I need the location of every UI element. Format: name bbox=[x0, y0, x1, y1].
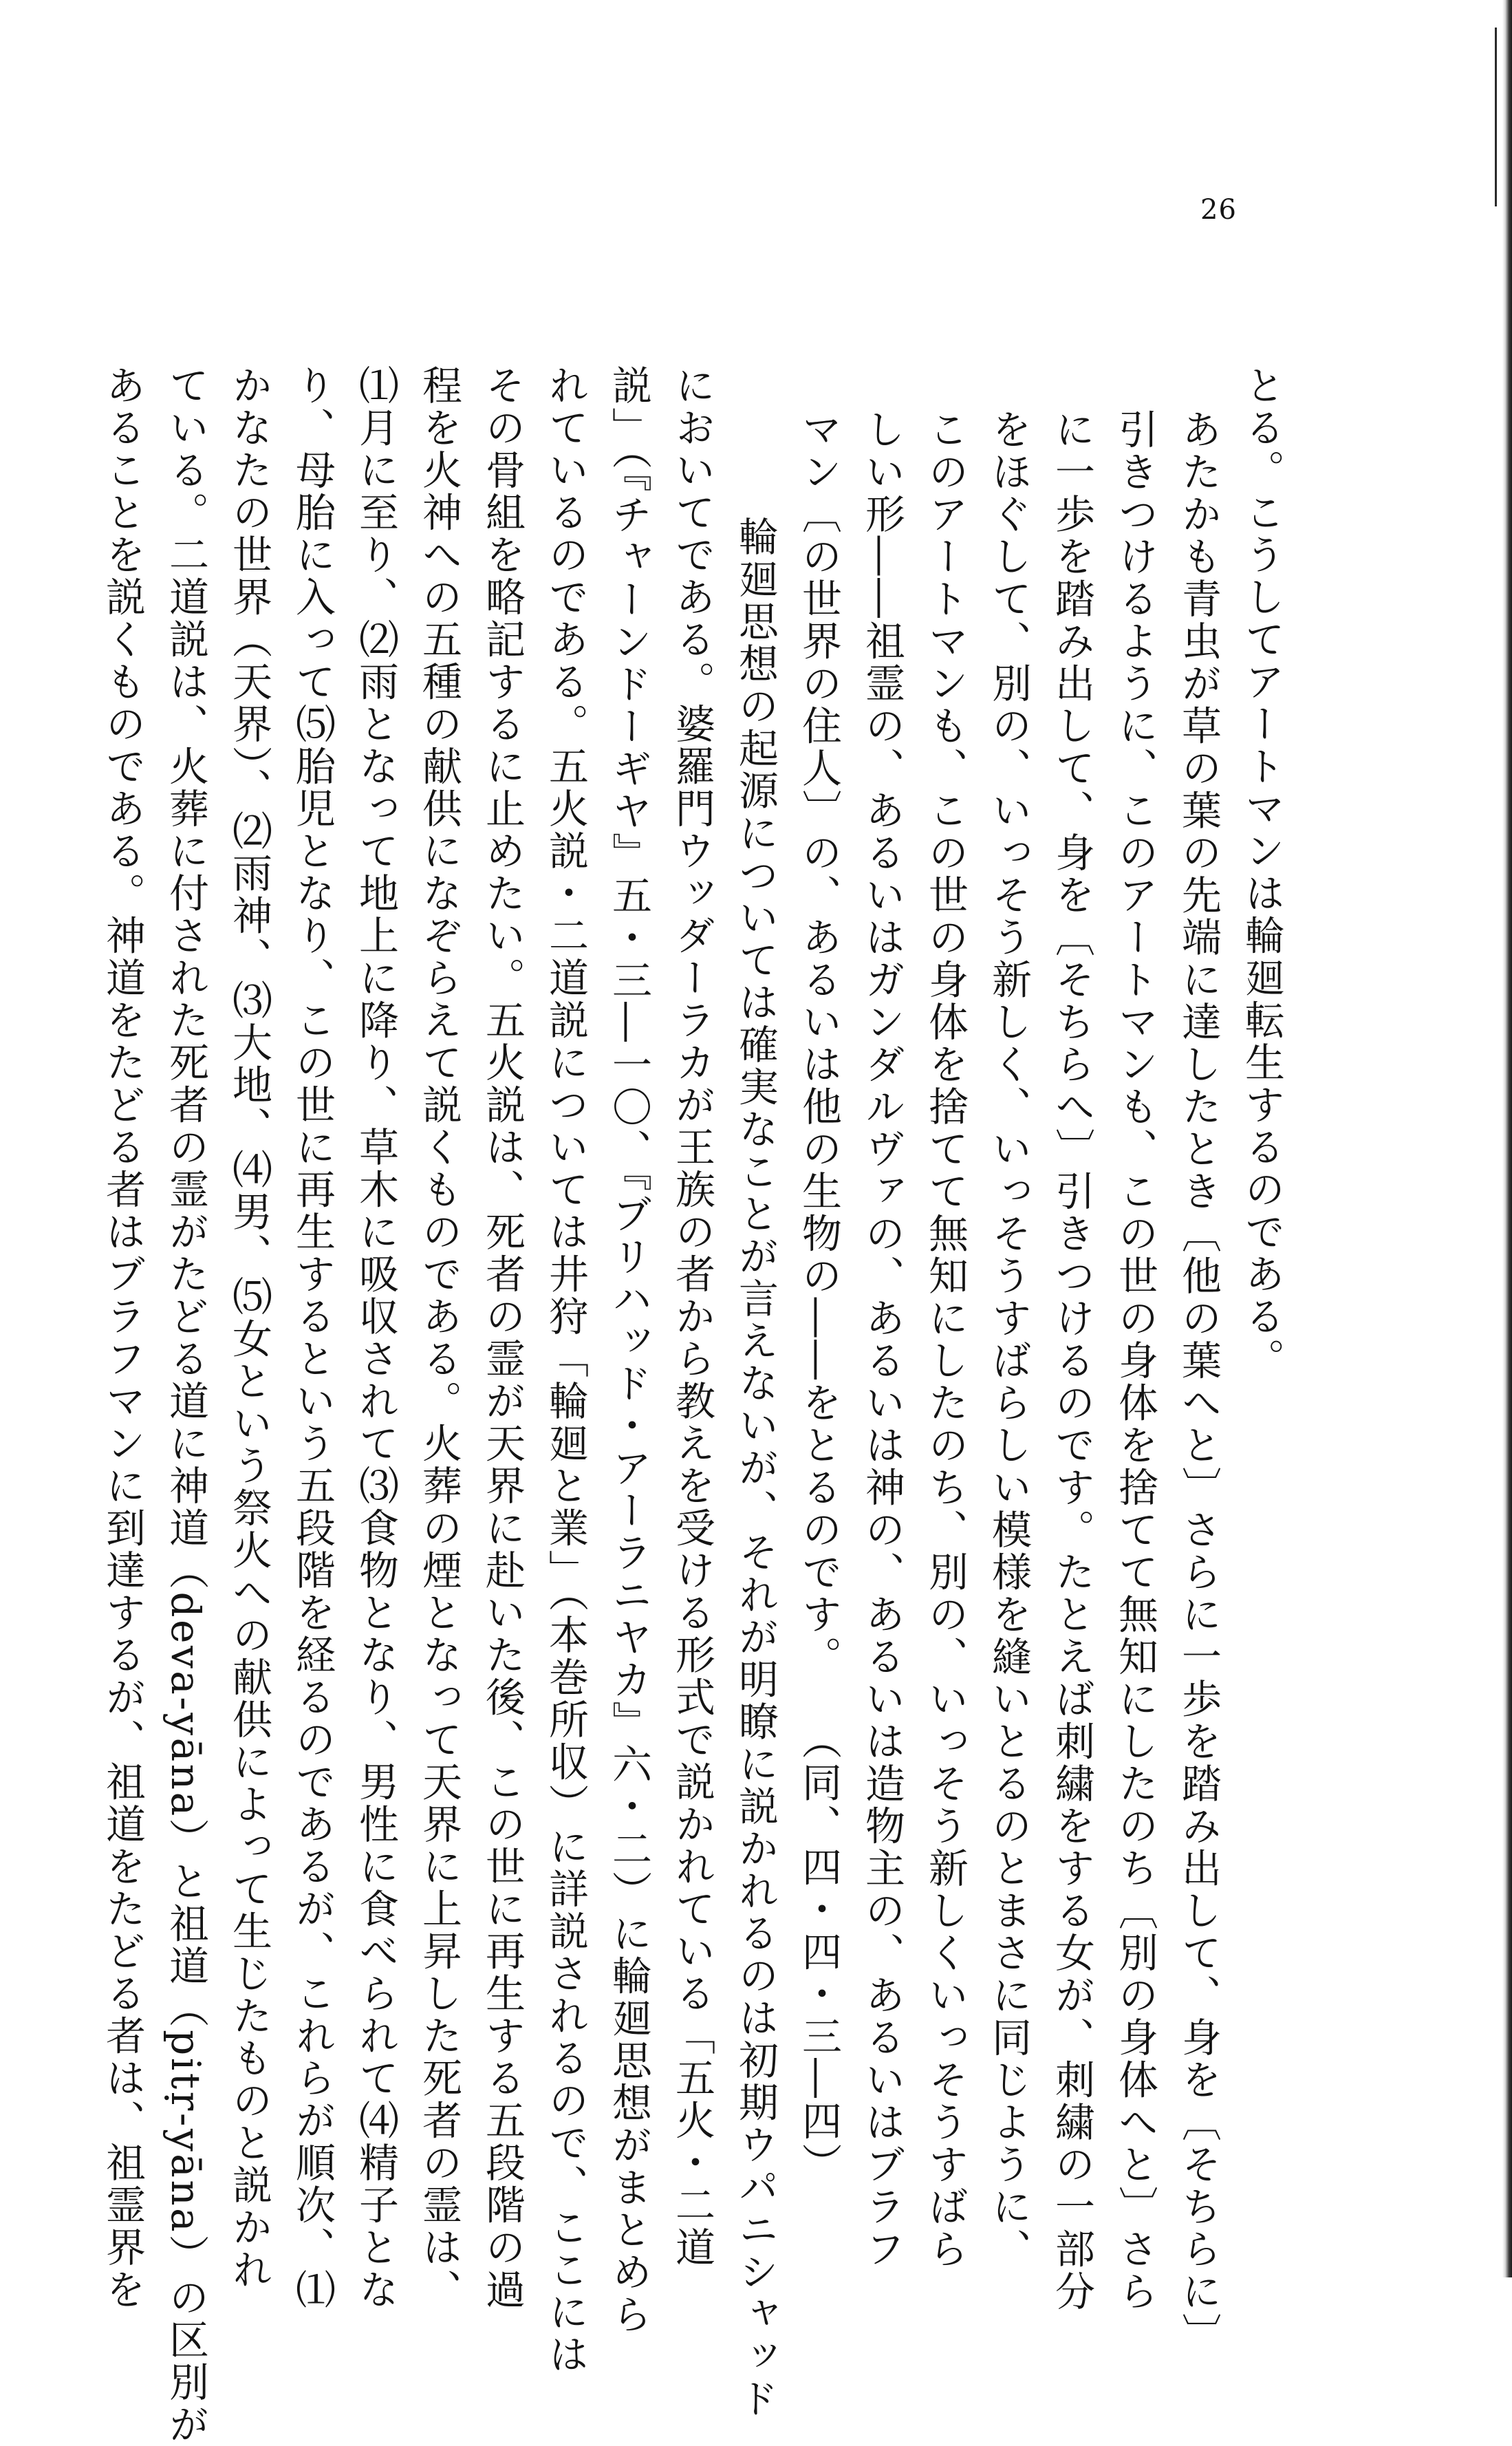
text-column: あることを説くものである。神道をたどる者はブラフマンに到達するが、祖道をたどる者は、祖霊界を bbox=[99, 365, 146, 2311]
text-column: 輪廻思想の起源については確実なことが言えないが、それが明瞭に説かれるのは初期ウパニシャッド bbox=[732, 516, 779, 2421]
text-column: に一歩を踏み出して、身を〔そちらへ〕引きつけるのです。たとえば刺繍をする女が、刺繍の一部分 bbox=[1048, 409, 1095, 2313]
text-column: をほぐして、別の、いっそう新しく、いっそうすばらしい模様を縫いとるのとまさに同じように、 bbox=[985, 409, 1032, 2271]
text-column: このアートマンも、この世の身体を捨てて無知にしたのち、別の、いっそう新しくいっそうすばら bbox=[922, 409, 969, 2271]
text-column: その骨組を略記するに止めたい。五火説は、死者の霊が天界に赴いた後、この世に再生する五段階の過 bbox=[479, 365, 526, 2311]
body-text bbox=[55, 365, 1293, 2446]
text-column: あたかも青虫が草の葉の先端に達したとき〔他の葉へと〕さらに一歩を踏み出して、身を〔そちらに〕 bbox=[1175, 409, 1222, 2355]
text-column: 程を火神への五種の献供になぞらえて説くものである。火葬の煙となって天界に上昇した死者の霊は、 bbox=[415, 365, 462, 2311]
text-column: り、母胎に入って⑸胎児となり、この世に再生するという五段階を経るのであるが、これらが順次、⑴ bbox=[289, 365, 336, 2311]
text-column-with-ruby bbox=[217, 365, 281, 2291]
text-column: とる。こうしてアートマンは輪廻転生するのである。 bbox=[1238, 365, 1285, 1380]
scan-edge-shadow bbox=[1502, 0, 1512, 2277]
citation: （同、四・四・三―四） bbox=[795, 1719, 842, 2185]
text-column-main: かなたの世界（天界）、⑵雨神、⑶大地、⑷男、⑸女という祭火への献供によって生じたものと説かれ bbox=[226, 365, 272, 2291]
text-column-main: マン〔の世界の住人〕の、あるいは他の生物の――をとるのです。 bbox=[795, 409, 842, 1678]
text-column-with-citation bbox=[787, 365, 850, 2185]
text-column: しい形――祖霊の、あるいはガンダルヴァの、あるいは神の、あるいは造物主の、あるいはブラフ bbox=[858, 409, 905, 2271]
scan-edge-mark bbox=[1495, 28, 1497, 206]
text-column: 説」（『チャーンドーギヤ』五・三―一〇、『ブリハッド・アーラニヤカ』六・二）に輪廻思想がまとめら bbox=[605, 365, 652, 2336]
text-column: れているのである。五火説・二道説については井狩「輪廻と業」（本巻所収）に詳説されるので、ここには bbox=[542, 365, 589, 2376]
text-column: ⑴月に至り、⑵雨となって地上に降り、草木に吸収されて⑶食物となり、男性に食べられて⑷精子とな bbox=[352, 365, 399, 2311]
text-column: 引きつけるように、このアートマンも、この世の身体を捨てて無知にしたのち〔別の身体へと〕さら bbox=[1112, 409, 1158, 2313]
page-number: 26 bbox=[1200, 194, 1237, 226]
text-column: ている。二道説は、火葬に付された死者の霊がたどる道に神道（deva-yāna）と祖道（pitṛ-yāna）の区別が bbox=[162, 365, 209, 2446]
text-column: においてである。婆羅門ウッダーラカが王族の者から教えを受ける形式で説かれている「五火・二道 bbox=[669, 365, 715, 2269]
